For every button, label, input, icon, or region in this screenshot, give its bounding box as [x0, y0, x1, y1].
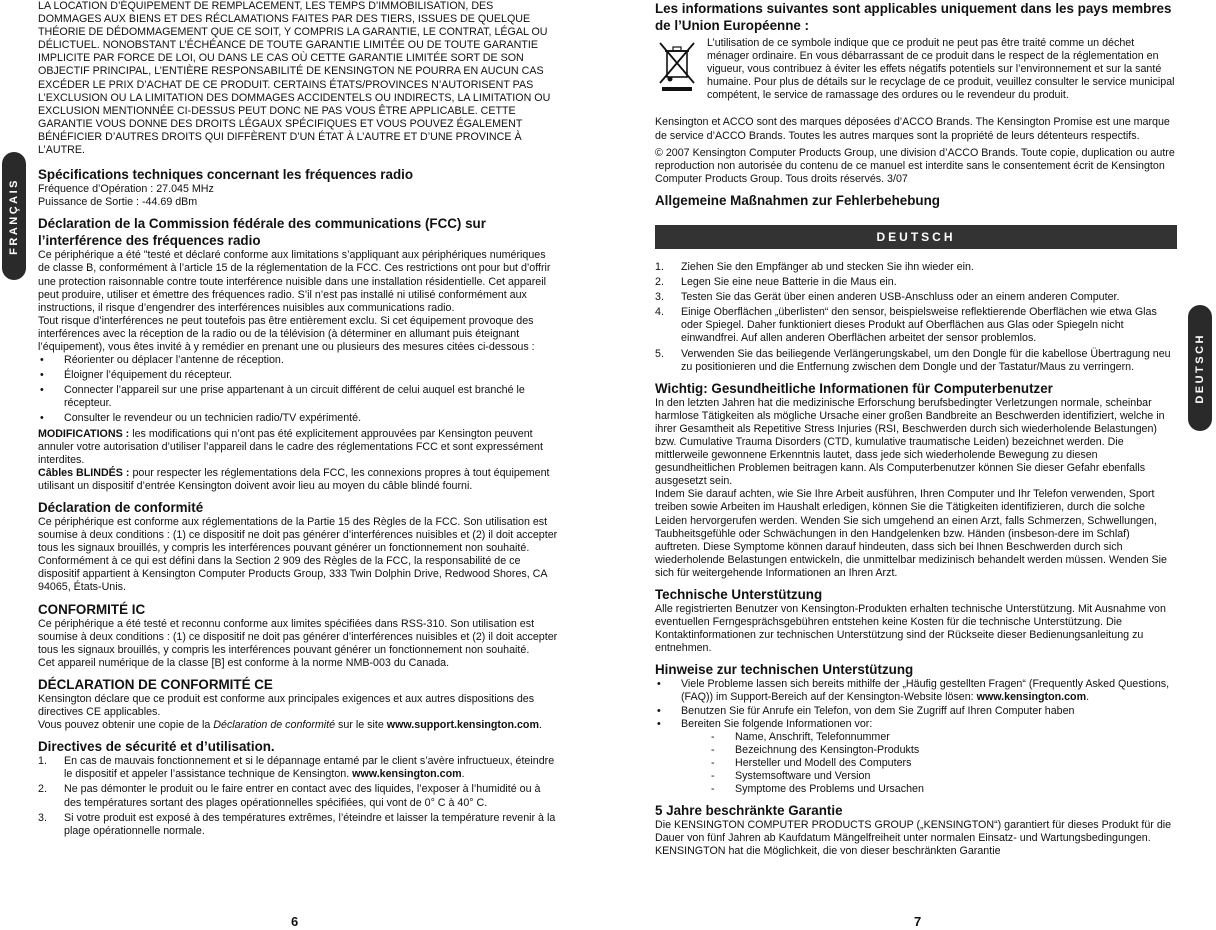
list-item [655, 678, 1177, 704]
list-item: • Connecter l’appareil sur une prise appartenant à un circuit différent de celui auquel est branché le récepteur. [38, 384, 558, 410]
fr-ce-p2-mid: sur le site [335, 719, 387, 732]
list-item-text: En cas de mauvais fonctionnement et si le dépannage entamé par le client s’avère infructueux, éteindre le dispositif et appeler l’assistance technique de Kensington. [64, 755, 555, 781]
list-item [655, 306, 1177, 345]
fr-fcc-heading: Déclaration de la Commission fédérale des communications (FCC) sur l’interférence des fréquences radio [38, 216, 486, 249]
fr-modifications-text: les modifications qui n’ont pas été explicitement approuvées par Kensington peuvent annuler votre autorisation d’utiliser l’appareil dans le cadre des réglementations FCC et sont expressément interdites. [38, 427, 543, 466]
de-kensington-link[interactable]: www.kensington.com [976, 691, 1087, 704]
fr-ce-p1: Kensington déclare que ce produit est conforme aux principales exigences et aux autres dispositions des directives CE applicables. [38, 692, 535, 719]
de-health-p1: In den letzten Jahren hat die medizinische Erforschung berufsbedingter Verletzungen normale, scheinbar harmlose Tätigkeiten als mögliche Ursache einer großen Bandbreite an Beschwerden identifiziert, welche in ihrer Gesamtheit als Repetitive Stress Injuries (RSI, Beschwerden durch sich wiederholende Belastungen) bzw. Cumulative Trauma Disorders (CTD, kumulative traumatische Leiden) bezeichnet werden. Die mittlerweile gewonnene Erkenntnis lautet, dass jede sich wiederholende Bewegung zu diesen gesundheitlichen Problemen beitragen kann. Als Computerbenutzer können Sie dieser Gefahr ebenfalls ausgesetzt sein. [655, 396, 1165, 488]
list-item-number: 4. [655, 306, 664, 319]
fr-modifications [38, 428, 558, 467]
list-item-text: Bereiten Sie folgende Informationen vor: [681, 717, 873, 730]
list-item [655, 718, 1177, 797]
list-item-number: 5. [655, 347, 664, 360]
side-tab-francais-label: FRANÇAIS [8, 177, 20, 255]
de-info-sublist [681, 731, 1177, 796]
de-support-heading: Technische Unterstützung [655, 587, 823, 602]
fr-modifications-label: MODIFICATIONS : [38, 427, 130, 440]
de-warranty-p1: Die KENSINGTON COMPUTER PRODUCTS GROUP („KENSINGTON“) garantiert für dieses Produkt für die Dauer von fünf Jahren ab Kaufdatum Mängelfreiheit unter normalen Einsatz- und Wartungsbedingungen. KENSINGTON hat die Möglichkeit, die von dieser beschränkten Garantie [655, 819, 1172, 858]
de-health-p2: Indem Sie darauf achten, wie Sie Ihre Arbeit ausführen, Ihren Computer und Ihr Telefon verwenden, Sport treiben sowie Arbeiten im Haushalt erledigen, können Sie die Tätigkeiten identifizieren, durch die solche Leiden hervorgerufen werden. Wenden Sie sich umgehend an einen Arzt, falls Schmerzen, Schwellungen, Taubheitsgefühle oder Schwächungen in den Handgelenken bzw. Händen (insbeson-dere im Schlaf) auftreten. Diese Symptome können darauf hindeuten, dass sich bei Ihnen Beschwerden durch sich wiederholende Belastungen entwickeln, die unmittelbar medizinisch behandelt werden müssen. Wenden Sie sich für weitergehende Informationen an Ihren Arzt. [655, 488, 1167, 579]
list-item [655, 291, 1177, 304]
weee-text: L’utilisation de ce symbole indique que ce produit ne peut pas être traité comme un déchet ménager ordinaire. En vous débarrassant de ce produit dans le respect de la réglementation en vigueur, vous contribuez à éviter les effets négatifs potentiels sur l’environnement et sur la santé humaine. Pour plus de détails sur le recyclage de ce produit, veuillez consulter le service municipal compétent, le service de ramassage des ordures ou le revendeur du produit. [707, 37, 1175, 102]
fr-support-link[interactable]: www.support.kensington.com [386, 719, 539, 732]
sub-list-item: - Symptome des Problems und Ursachen [709, 783, 1177, 796]
list-item-end: . [461, 768, 465, 781]
eu-heading: Les informations suivantes sont applicables uniquement dans les pays membres de l’Union Européenne : [655, 1, 1172, 33]
fr-ce-p2-end: . [538, 719, 542, 732]
fr-conformity-p1: Ce périphérique est conforme aux réglementations de la Partie 15 des Règles de la FCC. Son utilisation est soumise à deux conditions : (1) ce dispositif ne doit pas générer d’interférences nuisibles et (2) il doit accepter tous les signaux brouillés, y compris les interférences pouvant générer un fonctionnement non souhaité. Conformément à ce qui est défini dans la Section 2 909 des Règles de la FCC, la responsabilité de ce dispositif appartient à Kensington Computer Products Group, 333 Twin Dolphin Drive, Redwood Shores, CA 94065, États-Unis. [38, 516, 558, 594]
list-item-number: 2. [655, 276, 664, 289]
deutsch-section-bar: DEUTSCH [655, 225, 1177, 249]
de-hints-heading: Hinweise zur technischen Unterstützung [655, 662, 914, 678]
fr-ce-heading: DÉCLARATION DE CONFORMITÉ CE [38, 676, 273, 692]
list-item [38, 812, 558, 838]
fr-safety-heading: Directives de sécurité et d’utilisation. [38, 739, 275, 755]
list-item [655, 261, 1177, 274]
fr-radio-frequency: Fréquence d’Opération : 27.045 MHz [38, 183, 214, 196]
de-health-heading: Wichtig: Gesundheitliche Informationen für Computerbenutzer [655, 380, 1053, 396]
list-item-text: Testen Sie das Gerät über einen anderen USB-Anschluss oder an einem anderen Computer. [681, 291, 1120, 304]
list-item [655, 348, 1177, 374]
de-troubleshooting-list [655, 261, 1177, 374]
list-item-text: Legen Sie eine neue Batterie in die Maus ein. [681, 276, 897, 289]
de-support-p1: Alle registrierten Benutzer von Kensington-Produkten erhalten technische Unterstützung. Mit Ausnahme von eventuellen Ferngesprächsgebühren entstehen keine Kosten für die technische Unterstützung. Die Kontaktinformationen zur technischen Unterstützung sind der Rückseite dieser Bedienungsanleitung zu entnehmen. [655, 603, 1166, 655]
side-tab-francais [2, 152, 26, 280]
side-tab-deutsch-label: DEUTSCH [1194, 332, 1206, 404]
fr-kensington-link[interactable]: www.kensington.com [352, 768, 462, 781]
list-item: • Éloigner l’équipement du récepteur. [38, 369, 558, 382]
fr-radio-power: Puissance de Sortie : -44.69 dBm [38, 196, 198, 209]
list-item: • Consulter le revendeur ou un technicien radio/TV expérimenté. [38, 412, 558, 425]
list-item-end: . [1086, 691, 1090, 704]
list-item-number: 3. [655, 291, 664, 304]
fr-ce-p2-pre: Vous pouvez obtenir une copie de la [38, 719, 214, 732]
trademark-notice: Kensington et ACCO sont des marques déposées d’ACCO Brands. The Kensington Promise est une marque de service d’ACCO Brands. Toutes les autres marques sont la propriété de leurs détenteurs respectifs. [655, 116, 1170, 142]
list-item: • Benutzen Sie für Anrufe ein Telefon, von dem Sie Zugriff auf Ihren Computer haben [655, 705, 1177, 718]
page-number-left: 6 [291, 914, 299, 929]
fr-conformity-heading: Déclaration de conformité [38, 500, 204, 515]
fr-legal-text: LA LOCATION D’ÉQUIPEMENT DE REMPLACEMENT, LES TEMPS D’IMMOBILISATION, DES DOMMAGES AUX BIENS ET DES RÉCLAMATIONS FAITES PAR DES TIERS, ISSUES DE QUELQUE THÉORIE DE DÉDOMMAGEMENT QUE CE SOIT, Y COMPRIS LA GARANTIE, LE CONTRAT, LÉGAL OU DÉLICTUEL. NONOBSTANT L’ÉCHÉANCE DE TOUTE GARANTIE LIMITÉE OU DE TOUTE GARANTIE IMPLICITE PAR FORCE DE LOI, OU DANS LE CAS OÙ CETTE GARANTIE LIMITÉE SORT DE SON OBJECTIF PRINCIPAL, L’ENTIÈRE RESPONSABILITÉ DE KENSINGTON NE POURRA EN AUCUN CAS EXCÉDER LE PRIX D’ACHAT DE CE PRODUIT. CERTAINS ÉTATS/PROVINCES N’AUTORISENT PAS L’EXCLUSION OU LA LIMITATION DES DOMMAGES ACCIDENTELS OU INDIRECTS, LA LIMITATION OU EXCLUSION MENTIONNÉE CI-DESSUS PEUT DONC NE PAS VOUS ÊTRE APPLICABLE. CETTE GARANTIE VOUS DONNE DES DROITS LÉGAUX SPÉCIFIQUES ET VOUS POUVEZ ÉGALEMENT BÉNÉFICIER D’AUTRES DROITS QUI DIFFÈRENT D’UN ÉTAT À L’AUTRE ET D’UNE PROVINCE À L’AUTRE. [38, 0, 551, 157]
list-item-number: 1. [655, 260, 664, 273]
fr-cables-label: Câbles BLINDÉS : [38, 466, 130, 479]
fr-fcc-p1: Ce périphérique a été "testé et déclaré conforme aux limitations s’appliquant aux périphériques numériques de classe B, conformément à l’article 15 de la réglementation de la FCC. Ces restrictions ont pour but d’offrir une protection raisonnable contre toute interférence nuisible dans une installation résidentielle. Cet appareil peut produire, utiliser et émettre des fréquences radio. S’il n’est pas installé ni utilisé conformément aux instructions, il risque d’engendrer des interférences nuisibles aux communications radio. [38, 249, 551, 314]
list-item-number: 3. [38, 811, 47, 824]
list-item-number: 1. [38, 755, 47, 768]
list-item-text: Einige Oberflächen „überlisten“ den sensor, beispielsweise reflektierende Oberflächen wie etwa Glas oder Spiegel. Daher funktioniert dieses Produkt auf Oberflächen aus Glas oder Spiegeln nicht einwandfrei. Auf allen anderen Oberflächen arbeitet der sensor problemlos. [681, 306, 1157, 345]
copyright-notice: © 2007 Kensington Computer Products Group, une division d’ACCO Brands. Toute copie, duplication ou autre reproduction non autorisée du contenu de ce manuel est interdite sans le consentement écrit de Kensington Computer Products Group. Tous droits réservés. 3/07 [655, 146, 1175, 185]
de-warranty-heading: 5 Jahre beschränkte Garantie [655, 803, 843, 819]
de-hints-list [655, 678, 1177, 796]
page-number-right: 7 [914, 914, 922, 929]
sub-list-item: - Systemsoftware und Version [709, 770, 1177, 783]
fr-ic-heading: CONFORMITÉ IC [38, 601, 146, 617]
right-page [655, 0, 1177, 930]
list-item [655, 276, 1177, 289]
fr-ce-p2 [38, 719, 558, 732]
list-item-text: Viele Probleme lassen sich bereits mithilfe der „Häufig gestellten Fragen“ (Frequently Asked Questions, (FAQ)) im Support-Bereich auf der Kensington-Website lösen: [681, 678, 1170, 704]
sub-list-item: - Hersteller und Modell des Computers [709, 757, 1177, 770]
list-item: • Réorienter ou déplacer l’antenne de réception. [38, 354, 558, 367]
fr-safety-list [38, 755, 558, 838]
list-item-text: Si votre produit est exposé à des températures extrêmes, l’éteindre et laisser la température revenir à la plage opérationnelle normale. [64, 811, 556, 837]
list-item-text: Ne pas démonter le produit ou le faire entrer en contact avec des liquides, l’exposer à l’humidité ou à des températures sortant des plages opérationnelles spécifiées, qui vont de 0° C à 40° C. [64, 783, 541, 809]
list-item-text: Ziehen Sie den Empfänger ab und stecken Sie ihn wieder ein. [681, 260, 974, 273]
fr-fcc-measures-list [38, 354, 558, 425]
sub-list-item: - Name, Anschrift, Telefonnummer [709, 731, 1177, 744]
fr-radio-heading: Spécifications techniques concernant les fréquences radio [38, 167, 414, 183]
fr-shielded-cables [38, 467, 558, 493]
list-item [38, 755, 558, 781]
side-tab-deutsch [1188, 305, 1212, 431]
fr-cables-text: pour respecter les réglementations dela FCC, les connexions propres à tout équipement utilisant un dispositif d’entrée Kensington doivent avoir lieu au moyen du câble blindé fourni. [38, 466, 550, 492]
fr-ce-doc-title: Déclaration de conformité [213, 719, 336, 732]
fr-ic-p1: Ce périphérique a été testé et reconnu conforme aux limites spécifiées dans RSS-310. Son utilisation est soumise à deux conditions : (1) ce dispositif ne doit pas générer d’interférences nuisibles et (2) il doit accepter tous les signaux brouillés, y compris les interférences pouvant générer un fonctionnement non souhaité. [38, 617, 558, 656]
list-item-text: Verwenden Sie das beiliegende Verlängerungskabel, um den Dongle für die kabellose Übertragung neu zu positionieren und die Entfernung zwischen dem Dongle und der Tastatur/Maus zu verringern. [681, 347, 1171, 373]
weee-block [655, 37, 1177, 102]
left-page [38, 0, 558, 930]
sub-list-item: - Bezeichnung des Kensington-Produkts [709, 744, 1177, 757]
de-troubleshooting-heading: Allgemeine Maßnahmen zur Fehlerbehebung [655, 192, 940, 208]
fr-ic-p2: Cet appareil numérique de la classe [B] est conforme à la norme NMB-003 du Canada. [38, 656, 450, 669]
list-item-number: 2. [38, 783, 47, 796]
crossed-out-wheelie-bin-icon [655, 37, 699, 93]
list-item [38, 783, 558, 809]
fr-fcc-p2: Tout risque d’interférences ne peut toutefois pas être entièrement exclu. Si cet équipement provoque des interférences avec la réception de la radio ou de la télévision (à déterminer en allumant puis éteignant l’équipement), vous êtes invité à y remédier en prenant une ou plusieurs des mesures citées ci-dessous : [38, 314, 535, 353]
